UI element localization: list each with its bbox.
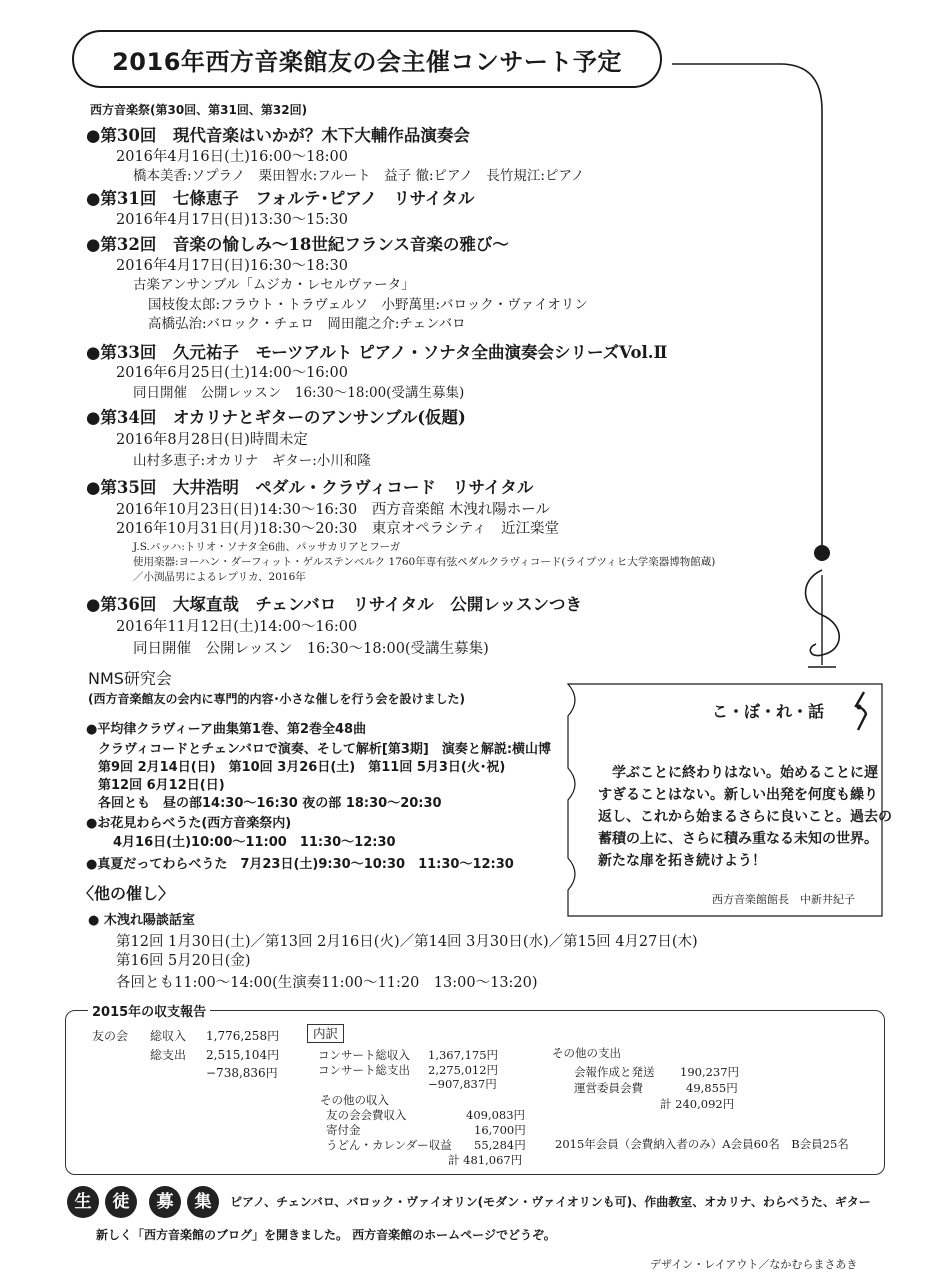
report-income-label: 総収入	[150, 1029, 187, 1043]
other-events-heading: 〈他の催し〉	[78, 884, 175, 903]
column-title: こ・ぼ・れ・話	[712, 702, 825, 721]
concert-35-instrument: 使用楽器:ヨーハン・ダーフィット・ゲルステンベルク 1760年専有弦ペダルクラヴィコード(ライプツィヒ大学楽器博物館蔵)	[133, 556, 716, 568]
report-membership-label: 友の会会費収入	[326, 1108, 407, 1122]
nms-heading: NMS研究会	[88, 669, 172, 688]
concert-32-date: 2016年4月17日(日)16:30〜18:30	[116, 258, 348, 274]
report-breakdown-label: 内訳	[307, 1024, 344, 1043]
nms-item-1-dates: 第9回 2月14日(日) 第10回 3月26日(土) 第11回 5月3日(火･祝)	[98, 760, 506, 775]
nms-item-1-times: 各回とも 昼の部14:30〜16:30 夜の部 18:30〜20:30	[98, 796, 442, 811]
report-committee-label: 運営委員会費	[574, 1081, 643, 1095]
concert-36-lesson: 同日開催 公開レッスン 16:30〜18:00(受講生募集)	[133, 641, 489, 657]
concert-34-title: ●第34回 オカリナとギターのアンサンブル(仮題)	[86, 408, 466, 427]
nms-item-2: ●お花見わらべうた(西方音楽祭内)	[86, 816, 292, 831]
report-committee-value: 49,855円	[686, 1081, 738, 1095]
concert-33-date: 2016年6月25日(土)14:00〜16:00	[116, 365, 348, 381]
recruit-subjects: ピアノ、チェンバロ、バロック・ヴァイオリン(モダン・ヴァイオリンも可)、作曲教室、オカリナ、わらべうた、ギター	[230, 1195, 871, 1209]
page-title: 2016年西方音楽館友の会主催コンサート予定	[112, 48, 622, 76]
recruit-char-1: 生	[67, 1186, 99, 1218]
festival-heading: 西方音楽祭(第30回、第31回、第32回)	[90, 103, 308, 117]
blog-notice: 新しく「西方音楽館のブログ」を開きました。 西方音楽館のホームページでどうぞ。	[96, 1228, 556, 1242]
other-event-dates-1: 第12回 1月30日(土)／第13回 2月16日(火)／第14回 3月30日(水)／第15回 4月27日(木)	[116, 934, 698, 950]
concert-30-date: 2016年4月16日(土)16:00〜18:00	[116, 149, 348, 165]
concert-34-performers: 山村多恵子:オカリナ ギター:小川和隆	[133, 453, 371, 469]
report-concert-expense-value: 2,275,012円	[428, 1063, 499, 1077]
report-donation-value: 16,700円	[474, 1123, 526, 1137]
report-concert-income-label: コンサート総収入	[318, 1048, 410, 1062]
report-tomo-label: 友の会	[92, 1029, 129, 1043]
report-concert-income-value: 1,367,175円	[428, 1048, 499, 1062]
report-newsletter-label: 会報作成と発送	[574, 1065, 655, 1079]
report-concert-expense-label: コンサート総支出	[318, 1063, 410, 1077]
concert-36-title: ●第36回 大塚直哉 チェンバロ リサイタル 公開レッスンつき	[86, 595, 583, 614]
concert-35-date-2: 2016年10月31日(月)18:30〜20:30 東京オペラシティ 近江楽堂	[116, 521, 560, 537]
concert-33-title: ●第33回 久元祐子 モーツアルト ピアノ・ソナタ全曲演奏会シリーズVol.Ⅱ	[86, 343, 668, 362]
report-concert-balance-value: −907,837円	[428, 1077, 497, 1091]
report-other-expense-total: 計 240,092円	[660, 1097, 735, 1111]
concert-34-date: 2016年8月28日(日)時間未定	[116, 432, 308, 448]
nms-item-1-date-12: 第12回 6月12日(日)	[98, 778, 225, 793]
recruit-char-3: 募	[149, 1186, 181, 1218]
concert-30-performers: 橋本美香:ソプラノ 栗田智水:フルート 益子 徹:ピアノ 長竹規江:ピアノ	[133, 168, 585, 184]
nms-item-1-detail: クラヴィコードとチェンバロで演奏、そして解析[第3期] 演奏と解説:横山博	[98, 742, 552, 757]
nms-item-1: ●平均律クラヴィーア曲集第1巻、第2巻全48曲	[86, 722, 367, 737]
recruit-char-2: 徒	[105, 1186, 137, 1218]
concert-32-ensemble: 古楽アンサンブル「ムジカ・レセルヴァータ」	[133, 277, 415, 293]
concert-30-title: ●第30回 現代音楽はいかが？木下大輔作品演奏会	[86, 126, 470, 145]
report-expense-value: 2,515,104円	[206, 1048, 280, 1062]
column-line-4: 蓄積の上に、さらに積み重なる未知の世界。	[598, 831, 878, 847]
report-members: 2015年会員（会費納入者のみ）A会員60名 B会員25名	[555, 1137, 849, 1151]
other-event-times: 各回とも11:00〜14:00(生演奏11:00〜11:20 13:00〜13:20)	[116, 975, 538, 991]
report-heading: 2015年の収支報告	[88, 1001, 210, 1020]
report-donation-label: 寄付金	[326, 1123, 361, 1137]
report-membership-value: 409,083円	[466, 1108, 526, 1122]
concert-31-date: 2016年4月17日(日)13:30〜15:30	[116, 212, 348, 228]
nms-subtitle: (西方音楽館友の会内に専門的内容･小さな催しを行う会を設けました)	[88, 692, 465, 706]
nms-item-2-times: 4月16日(土)10:00〜11:00 11:30〜12:30	[113, 835, 396, 850]
concert-31-title: ●第31回 七條恵子 フォルテ･ピアノ リサイタル	[86, 189, 475, 208]
other-event-item: ● 木洩れ陽談話室	[88, 913, 195, 928]
column-line-1: 学ぶことに終わりはない。始めることに遅	[612, 765, 878, 781]
column-author: 西方音楽館館長 中新井紀子	[712, 893, 855, 906]
report-udon-label: うどん・カレンダー収益	[326, 1138, 452, 1152]
concert-32-performers-1: 国枝俊太郎:フラウト・トラヴェルソ 小野萬里:バロック・ヴァイオリン	[148, 297, 588, 313]
report-balance-value: −738,836円	[206, 1066, 278, 1080]
nms-item-3: ●真夏だってわらべうた 7月23日(土)9:30〜10:30 11:30〜12:30	[86, 857, 514, 872]
report-udon-value: 55,284円	[474, 1138, 526, 1152]
column-line-2: すぎることはない。新しい出発を何度も繰り	[598, 787, 878, 803]
report-other-expense-heading: その他の支出	[552, 1046, 621, 1060]
concert-35-date-1: 2016年10月23日(日)14:30〜16:30 西方音楽館 木洩れ陽ホール	[116, 502, 551, 518]
report-other-income-heading: その他の収入	[320, 1093, 389, 1107]
concert-35-program: J.S.バッハ:トリオ・ソナタ全6曲、パッサカリアとフーガ	[133, 541, 401, 553]
column-line-3: 返し、これから始まるさらに良いこと。過去の	[598, 809, 892, 825]
music-note-line-icon	[660, 50, 870, 680]
design-credit: デザイン・レイアウト／なかむらまさあき	[650, 1258, 858, 1271]
concert-32-title: ●第32回 音楽の愉しみ〜18世紀フランス音楽の雅び〜	[86, 235, 509, 254]
concert-35-title: ●第35回 大井浩明 ペダル・クラヴィコード リサイタル	[86, 478, 534, 497]
report-expense-label: 総支出	[150, 1048, 187, 1062]
report-other-income-total: 計 481,067円	[448, 1153, 523, 1167]
report-newsletter-value: 190,237円	[680, 1065, 740, 1079]
recruit-char-4: 集	[187, 1186, 219, 1218]
other-event-dates-2: 第16回 5月20日(金)	[116, 953, 251, 969]
column-line-5: 新たな扉を拓き続けよう！	[598, 853, 766, 869]
concert-36-date: 2016年11月12日(土)14:00〜16:00	[116, 619, 358, 635]
eighth-rest-icon	[850, 690, 872, 732]
concert-33-lesson: 同日開催 公開レッスン 16:30〜18:00(受講生募集)	[133, 385, 465, 401]
concert-35-replica: ／小渕晶男によるレプリカ、2016年	[133, 571, 306, 583]
report-income-value: 1,776,258円	[206, 1029, 280, 1043]
concert-32-performers-2: 高橋弘治:バロック・チェロ 岡田龍之介:チェンバロ	[148, 316, 466, 332]
